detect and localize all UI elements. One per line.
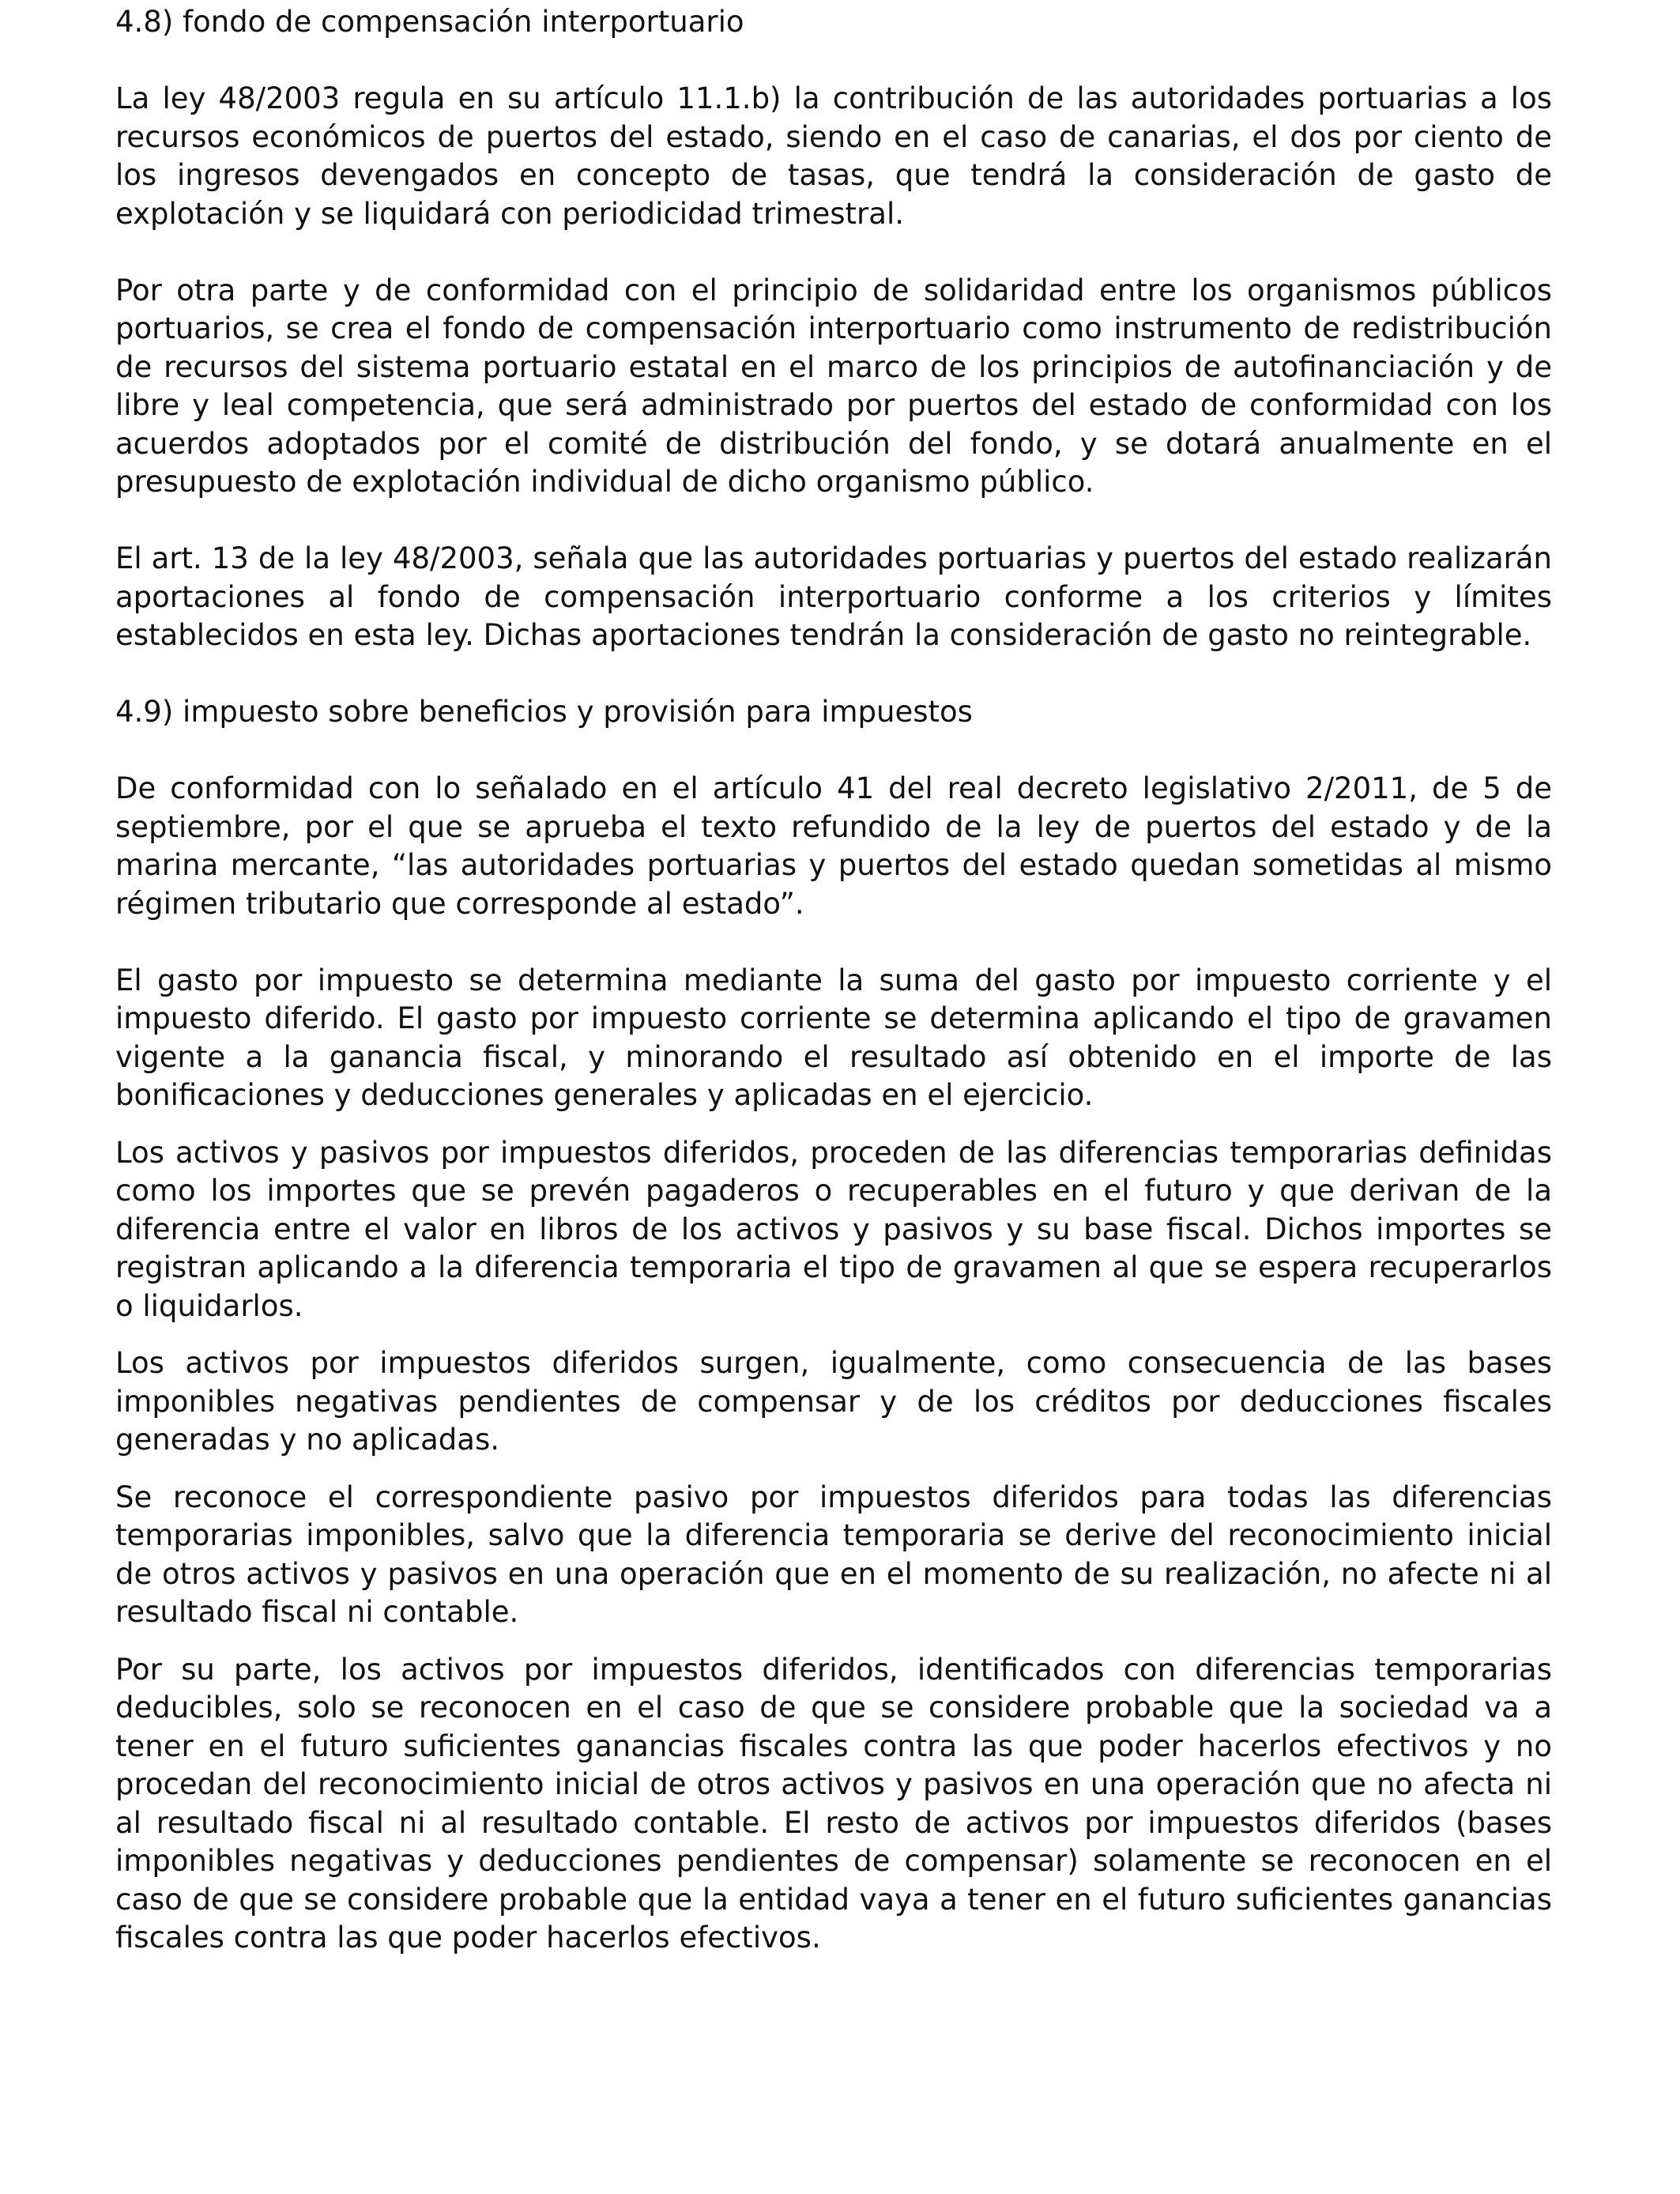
paragraph-contribucion: La ley 48/2003 regula en su artículo 11.1.b) la contribución de las autoridades portuarias a los recursos económicos de puertos del estado, siendo en el caso de canarias, el dos por ciento de los ingresos devengados en concepto de tasas, que tendrá la consideración de gasto de explotación y se liquidará con periodicidad trimestral. xyxy=(115,81,1552,231)
paragraph-activos-pasivos-diferidos: Los activos y pasivos por impuestos diferidos, proceden de las diferencias temporarias definidas como los importes que se prevén pagaderos o recuperables en el futuro y que derivan de la diferencia entre el valor en libros de los activos y pasivos y su base fiscal. Dichos importes se registran aplicando a la diferencia temporaria el tipo de gravamen al que se espera recuperarlos o liquidarlos. xyxy=(115,1135,1552,1323)
paragraph-regimen-tributario: De conformidad con lo señalado en el artículo 41 del real decreto legislativo 2/2011, de 5 de septiembre, por el que se aprueba el texto refundido de la ley de puertos del estado y de la marina mercante, “las autoridades portuarias y puertos del estado quedan sometidas al mismo régimen tributario que corresponde al estado”. xyxy=(115,771,1552,921)
document-page xyxy=(115,0,1552,1958)
paragraph-pasivo-diferido: Se reconoce el correspondiente pasivo por impuestos diferidos para todas las diferencias temporarias imponibles, salvo que la diferencia temporaria se derive del reconocimiento inicial de otros activos y pasivos en una operación que en el momento de su realización, no afecte ni al resultado fiscal ni contable. xyxy=(115,1480,1552,1629)
paragraph-bases-imponibles: Los activos por impuestos diferidos surgen, igualmente, como consecuencia de las bases imponibles negativas pendientes de compensar y de los créditos por deducciones fiscales generadas y no aplicadas. xyxy=(115,1346,1552,1457)
section-heading-4-9: 4.9) impuesto sobre beneficios y provisión para impuestos xyxy=(115,695,973,729)
paragraph-solidaridad: Por otra parte y de conformidad con el principio de solidaridad entre los organismos públicos portuarios, se crea el fondo de compensación interportuario como instrumento de redistribución de recursos del sistema portuario estatal en el marco de los principios de autofinanciación y de libre y leal competencia, que será administrado por puertos del estado de conformidad con los acuerdos adoptados por el comité de distribución del fondo, y se dotará anualmente en el presupuesto de explotación individual de dicho organismo público. xyxy=(115,273,1552,499)
section-heading-4-8: 4.8) fondo de compensación interportuario xyxy=(115,5,744,39)
paragraph-activos-diferidos: Por su parte, los activos por impuestos diferidos, identificados con diferencias temporarias deducibles, solo se reconocen en el caso de que se considere probable que la sociedad va a tener en el futuro suficientes ganancias fiscales contra las que poder hacerlos efectivos y no procedan del reconocimiento inicial de otros activos y pasivos en una operación que no afecta ni al resultado fiscal ni al resultado contable. El resto de activos por impuestos diferidos (bases imponibles negativas y deducciones pendientes de compensar) solamente se reconocen en el caso de que se considere probable que la entidad vaya a tener en el futuro suficientes ganancias fiscales contra las que poder hacerlos efectivos. xyxy=(115,1652,1552,1955)
paragraph-gasto-impuesto: El gasto por impuesto se determina mediante la suma del gasto por impuesto corriente y el impuesto diferido. El gasto por impuesto corriente se determina aplicando el tipo de gravamen vigente a la ganancia fiscal, y minorando el resultado así obtenido en el importe de las bonificaciones y deducciones generales y aplicadas en el ejercicio. xyxy=(115,963,1552,1112)
paragraph-art-13: El art. 13 de la ley 48/2003, señala que las autoridades portuarias y puertos del estado realizarán aportaciones al fondo de compensación interportuario conforme a los criterios y límites establecidos en esta ley. Dichas aportaciones tendrán la consideración de gasto no reintegrable. xyxy=(115,541,1552,652)
